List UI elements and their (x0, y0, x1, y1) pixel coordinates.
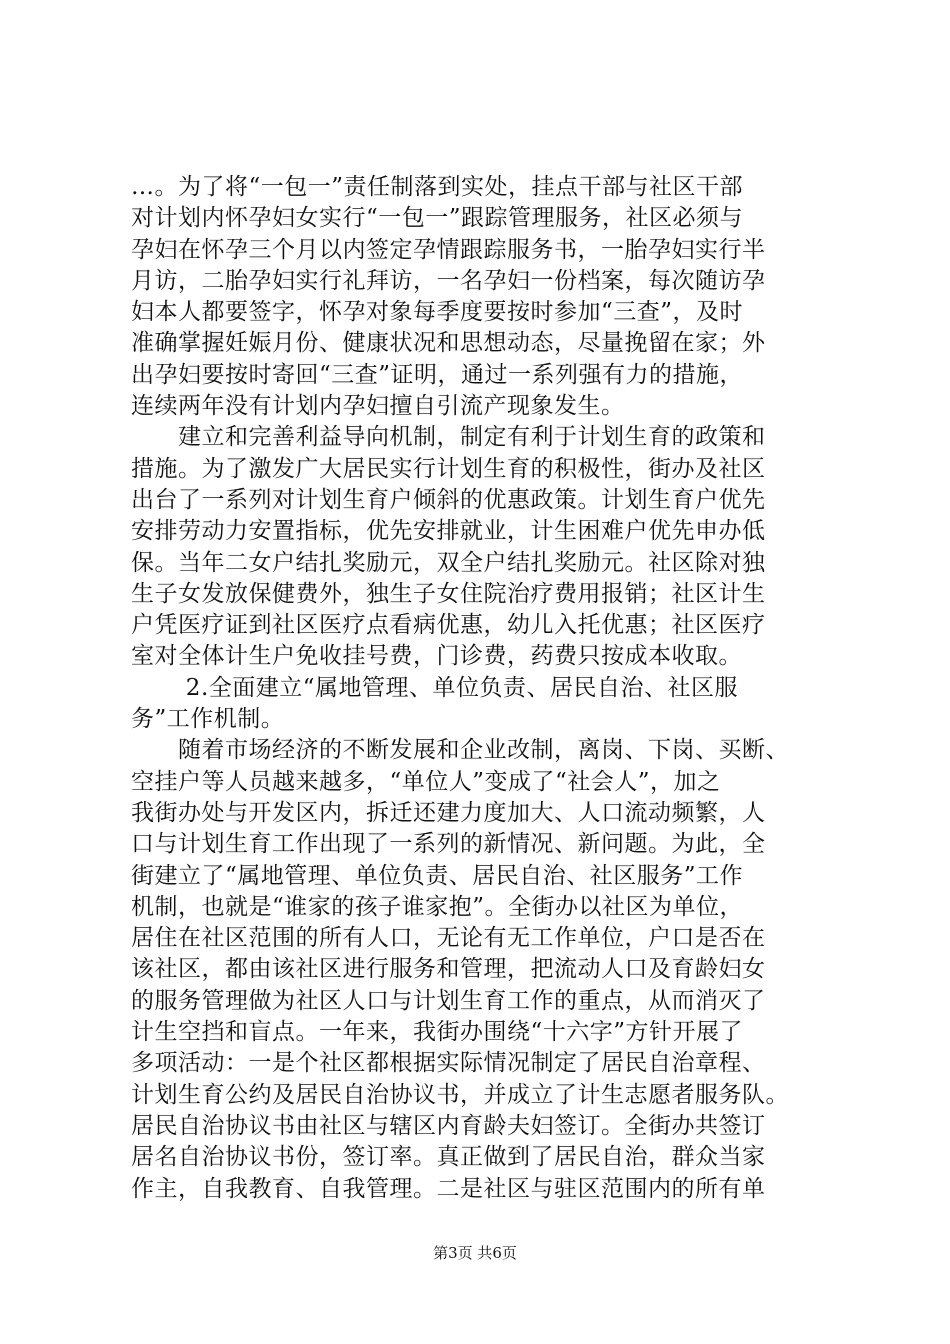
text-line: 月访，二胎孕妇实行礼拜访，一名孕妇一份档案，每次随访孕 (131, 267, 766, 294)
text-line: 室对全体计生户免收挂号费，门诊费，药费只按成本收取。 (131, 643, 742, 670)
text-line: 作主，自我教育、自我管理。二是社区与驻区范围内的所有单 (131, 1175, 766, 1202)
text-line: 对计划内怀孕妇女实行“一包一”跟踪管理服务，社区必须与 (131, 205, 744, 232)
text-line: 务”工作机制。 (131, 706, 285, 733)
text-line: 保。当年二女户结扎奖励元，双全户结扎奖励元。社区除对独 (131, 549, 766, 576)
text-line: 出台了一系列对计划生育户倾斜的优惠政策。计划生育户优先 (131, 486, 766, 513)
text-line: 居住在社区范围的所有人口，无论有无工作单位，户口是否在 (131, 925, 766, 952)
text-line: 孕妇在怀孕三个月以内签定孕情跟踪服务书，一胎孕妇实行半 (131, 236, 766, 263)
text-line: 出孕妇要按时寄回“三查”证明，通过一系列强有力的措施， (131, 361, 744, 388)
text-line: 连续两年没有计划内孕妇擅自引流产现象发生。 (131, 393, 625, 420)
text-line: 2.全面建立“属地管理、单位负责、居民自治、社区服 (131, 674, 739, 701)
text-line: 口与计划生育工作出现了一系列的新情况、新问题。为此，全 (131, 831, 766, 858)
text-line: 措施。为了激发广大居民实行计划生育的积极性，街办及社区 (131, 455, 766, 482)
text-line: 的服务管理做为社区人口与计划生育工作的重点，从而消灭了 (131, 987, 766, 1014)
text-line: 妇本人都要签字，怀孕对象每季度要按时参加“三查”，及时 (131, 299, 744, 326)
text-line: 计生空挡和盲点。一年来，我街办围绕“十六字”方针开展了 (131, 1019, 744, 1046)
text-line: 准确掌握妊娠月份、健康状况和思想动态，尽量挽留在家；外 (131, 330, 766, 357)
text-line: 生子女发放保健费外，独生子女住院治疗费用报销；社区计生 (131, 580, 766, 607)
text-line: 居民自治协议书由社区与辖区内育龄夫妇签订。全街办共签订 (131, 1112, 766, 1139)
text-line: 机制，也就是“谁家的孩子谁家抱”。全街办以社区为单位， (131, 893, 744, 920)
text-line: 安排劳动力安置指标，优先安排就业，计生困难户优先申办低 (131, 518, 766, 545)
text-line: 居名自治协议书份，签订率。真正做到了居民自治，群众当家 (131, 1144, 766, 1171)
text-line: …。为了将“一包一”责任制落到实处，挂点干部与社区干部 (131, 174, 744, 200)
text-line: 建立和完善利益导向机制，制定有利于计划生育的政策和 (131, 424, 766, 451)
text-line: 我街办处与开发区内，拆迁还建力度加大、人口流动频繁，人 (131, 799, 766, 826)
text-line: 空挂户等人员越来越多，“单位人”变成了“社会人”，加之 (131, 768, 721, 795)
text-line: 街建立了“属地管理、单位负责、居民自治、社区服务”工作 (131, 862, 744, 889)
text-line: 该社区，都由该社区进行服务和管理，把流动人口及育龄妇女 (131, 956, 766, 983)
text-line: 计划生育公约及居民自治协议书，并成立了计生志愿者服务队。 (131, 1081, 789, 1108)
text-line: 多项活动：一是个社区都根据实际情况制定了居民自治章程、 (131, 1050, 766, 1077)
text-line: 户凭医疗证到社区医疗点看病优惠，幼儿入托优惠；社区医疗 (131, 612, 766, 639)
body-text (131, 172, 831, 1205)
page-footer: 第3页 共6页 (433, 1244, 517, 1262)
text-line: 随着市场经济的不断发展和企业改制，离岗、下岗、买断、 (131, 737, 789, 764)
